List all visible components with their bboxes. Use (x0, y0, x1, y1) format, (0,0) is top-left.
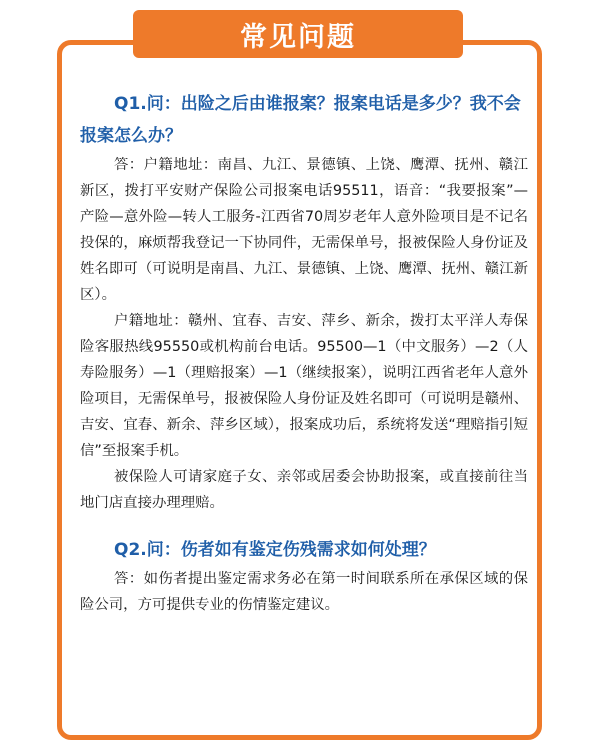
faq-item-q1 (80, 88, 528, 516)
faq-content (80, 88, 528, 618)
answer-q2-paragraph-1: 答：如伤者提出鉴定需求务必在第一时间联系所在承保区域的保险公司，方可提供专业的伤情鉴定建议。 (80, 571, 528, 613)
title-banner (133, 10, 463, 58)
answer-q1-paragraph-1: 答：户籍地址：南昌、九江、景德镇、上饶、鹰潭、抚州、赣江新区，拨打平安财产保险公司报案电话95511，语音：“我要报案”—产险—意外险—转人工服务-江西省70周岁老年人意外险项目是不记名投保的，麻烦帮我登记一下协同件，无需保单号，报被保险人身份证及姓名即可（可说明是南昌、九江、景德镇、上饶、鹰潭、抚州、赣江新区）。 (80, 157, 528, 303)
answer-q1-paragraph-2: 户籍地址：赣州、宜春、吉安、萍乡、新余，拨打太平洋人寿保险客服热线95550或机构前台电话。95500—1（中文服务）—2（人寿险服务）—1（理赔报案）—1（继续报案），说明江西省老年人意外险项目，无需保单号，报被保险人身份证及姓名即可（可说明是赣州、吉安、宜春、新余、萍乡区域），报案成功后，系统将发送“理赔指引短信”至报案手机。 (80, 313, 528, 459)
answer-q1-paragraph-3: 被保险人可请家庭子女、亲邻或居委会协助报案，或直接前往当地门店直接办理理赔。 (80, 469, 528, 511)
faq-item-q2 (80, 534, 528, 618)
question-q1: Q1.问：出险之后由谁报案？报案电话是多少？我不会报案怎么办？ (80, 94, 521, 146)
page-title: 常见问题 (240, 21, 356, 53)
question-q2: Q2.问：伤者如有鉴定伤残需求如何处理？ (114, 540, 436, 560)
